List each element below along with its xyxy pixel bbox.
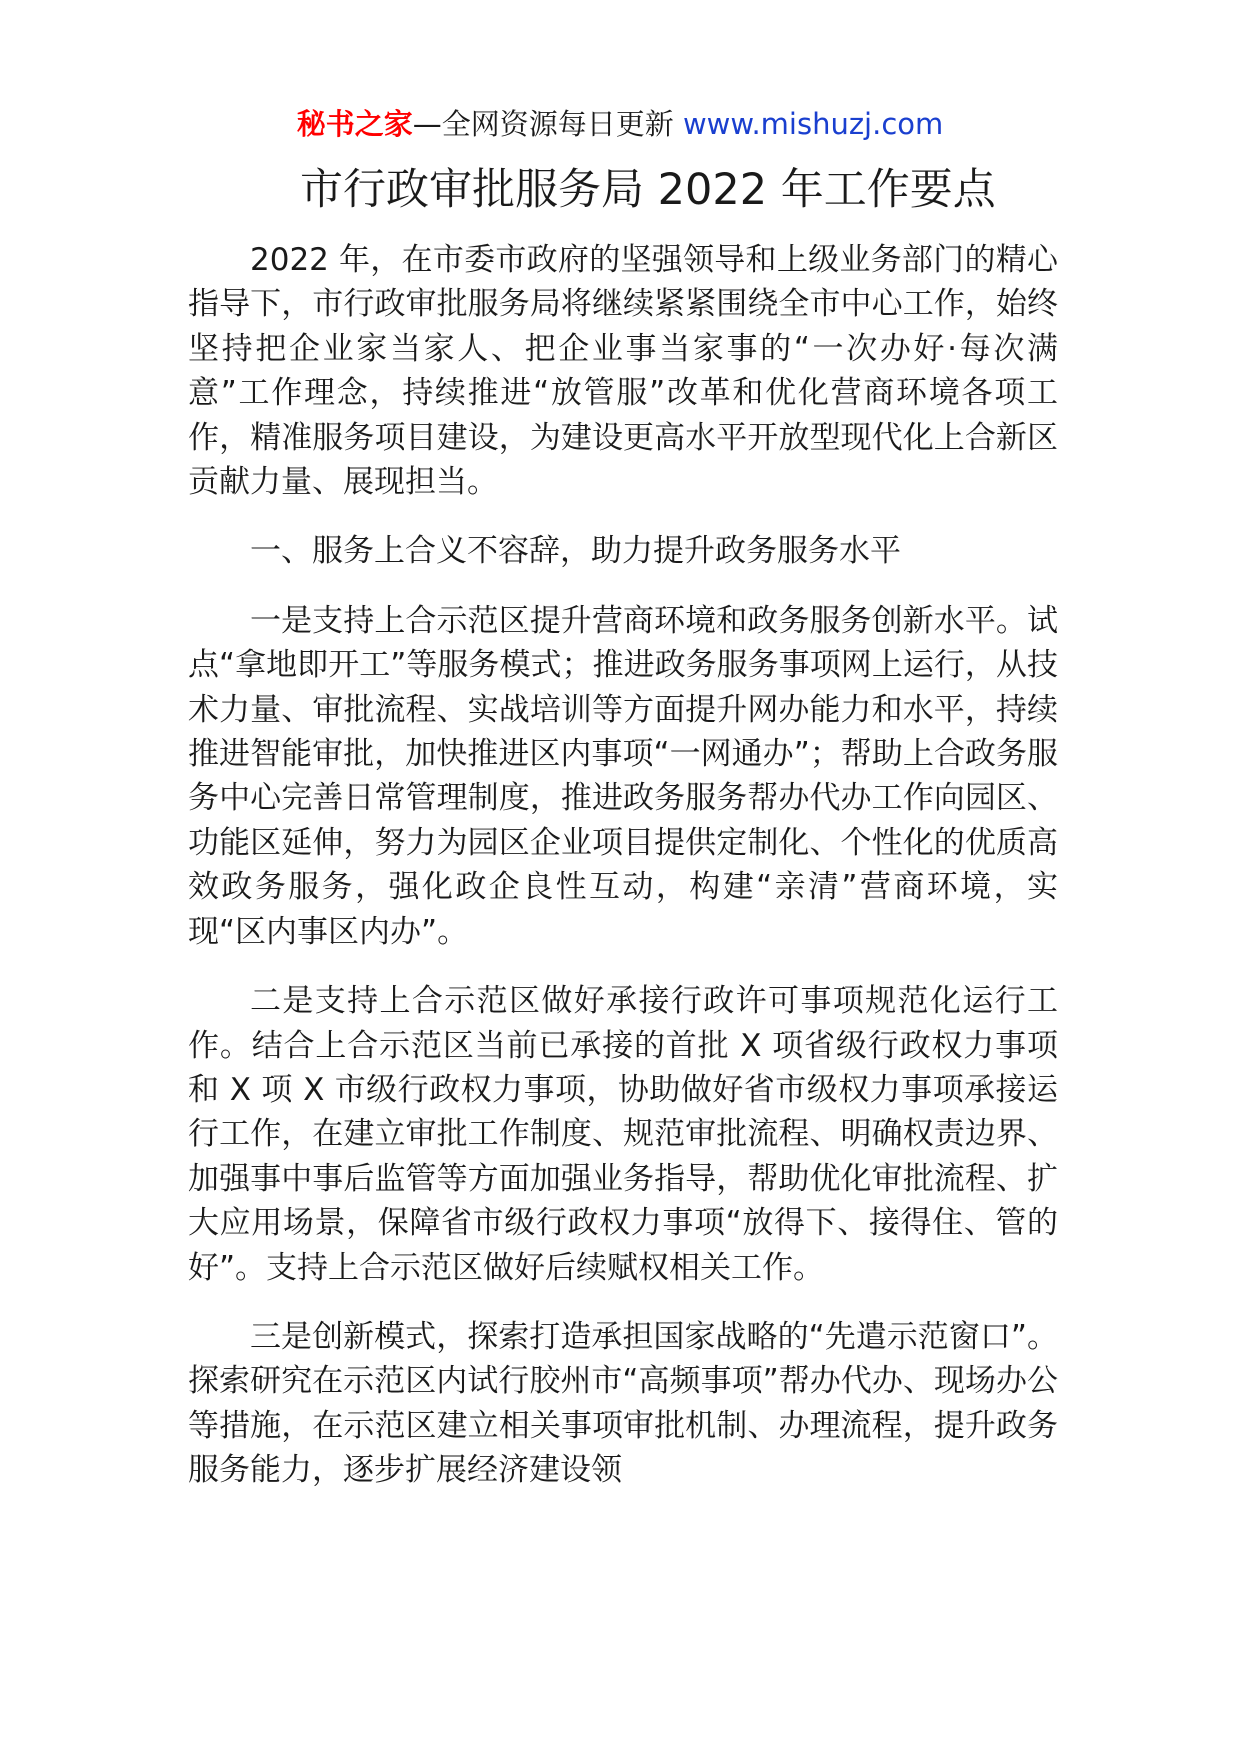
paragraph-item-1: 一是支持上合示范区提升营商环境和政务服务创新水平。试点“拿地即开工”等服务模式；推进政务服务事项网上运行，从技术力量、审批流程、实战培训等方面提升网办能力和水平，持续推进智能审批，加快推进区内事项“一网通办”；帮助上合政务服务中心完善日常管理制度，推进政务服务帮办代办工作向园区、功能区延伸，努力为园区企业项目提供定制化、个性化的优质高效政务服务，强化政企良性互动，构建“亲清”营商环境，实现“区内事区内办”。 (188, 602, 1058, 950)
document-title: 市行政审批服务局 2022 年工作要点 (300, 165, 996, 215)
paragraph-item-2: 二是支持上合示范区做好承接行政许可事项规范化运行工作。结合上合示范区当前已承接的首批 X 项省级行政权力事项和 X 项 X 市级行政权力事项，协助做好省市级权力事项承接运行工作，在建立审批工作制度、规范审批流程、明确权责边界、加强事中事后监管等方面加强业务指导，帮助优化审批流程、扩大应用场景，保障省市级行政权力事项“放得下、接得住、管的好”。支持上合示范区做好后续赋权相关工作。 (188, 983, 1058, 1286)
paragraph-intro: 2022 年，在市委市政府的坚强领导和上级业务部门的精心指导下，市行政审批服务局将继续紧紧围绕全市中心工作，始终坚持把企业家当家人、把企业事当家事的“一次办好·每次满意”工作理念，持续推进“放管服”改革和优化营商环境各项工作，精准服务项目建设，为建设更高水平开放型现代化上合新区贡献力量、展现担当。 (188, 242, 1058, 501)
paragraph-item-3: 三是创新模式，探索打造承担国家战略的“先遣示范窗口”。探索研究在示范区内试行胶州市“高频事项”帮办代办、现场办公等措施，在示范区建立相关事项审批机制、办理流程，提升政务服务能力，逐步扩展经济建设领 (188, 1318, 1058, 1489)
section-heading-1: 一、服务上合义不容辞，助力提升政务服务水平 (250, 533, 901, 570)
site-tagline: —全网资源每日更新 (412, 107, 674, 141)
watermark-header (0, 102, 1240, 146)
document-body (188, 238, 1058, 1493)
site-brand: 秘书之家 (296, 107, 413, 141)
site-url[interactable]: www.mishuzj.com (682, 107, 944, 141)
